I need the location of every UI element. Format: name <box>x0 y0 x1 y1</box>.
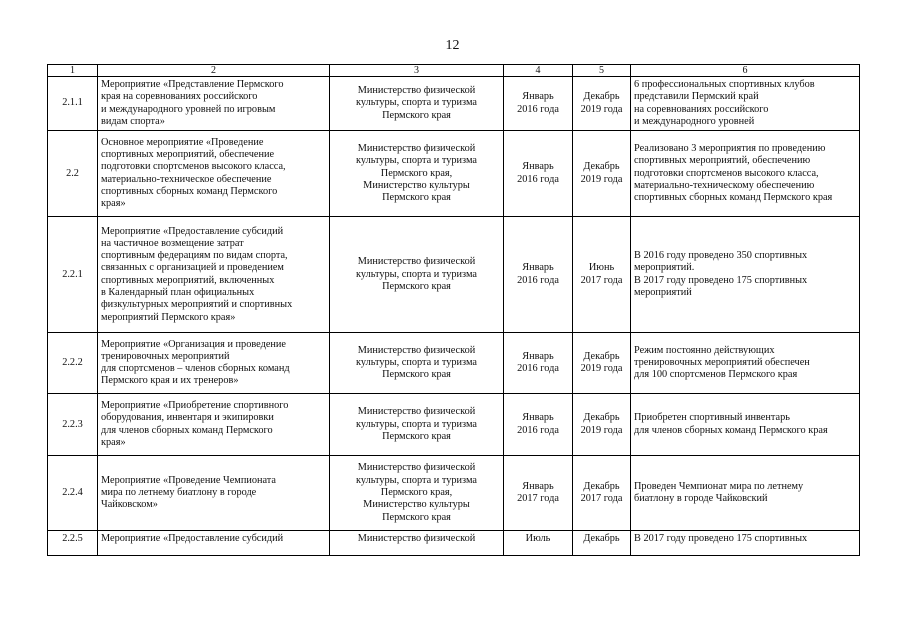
start-date-line: Январь <box>522 412 554 424</box>
table-row <box>48 333 860 394</box>
event-description-line: Чайковском» <box>101 499 158 511</box>
responsible-executor-line: культуры, спорта и туризма <box>356 474 477 486</box>
end-date-line: 2019 года <box>580 173 623 185</box>
result-description-line: Проведен Чемпионат мира по летнему <box>634 480 804 492</box>
start-date <box>504 394 573 456</box>
start-date-line: 2016 года <box>517 274 559 286</box>
responsible-executor <box>330 456 504 531</box>
responsible-executor-line: Министерство физической <box>357 462 476 474</box>
responsible-executor-line: Пермского края <box>382 430 451 442</box>
event-description-line: видам спорта» <box>101 115 165 127</box>
end-date <box>573 456 631 531</box>
event-description-line: Мероприятие «Проведение Чемпионата <box>101 474 276 486</box>
end-date-line: Декабрь <box>583 533 620 545</box>
row-number: 2.2 <box>48 131 98 217</box>
responsible-executor-line: Пермского края <box>382 511 451 523</box>
start-date <box>504 456 573 531</box>
result-description-line: 6 профессиональных спортивных клубов <box>634 79 815 90</box>
start-date-line: 2017 года <box>517 493 559 505</box>
start-date-line: Январь <box>522 262 554 274</box>
event-description <box>98 333 330 394</box>
start-date-line: 2016 года <box>517 173 559 185</box>
result-description-line: В 2017 году проведено 175 спортивных <box>634 533 808 545</box>
end-date <box>573 131 631 217</box>
end-date <box>573 333 631 394</box>
event-description-line: спортивных сборных команд Пермского <box>101 185 278 197</box>
responsible-executor-line: Пермского края <box>382 369 451 381</box>
result-description <box>631 456 860 531</box>
end-date <box>573 394 631 456</box>
end-date-line: 2019 года <box>580 424 623 436</box>
end-date-line: 2017 года <box>580 274 623 286</box>
end-date-line: 2019 года <box>580 363 623 375</box>
table-row <box>48 394 860 456</box>
responsible-executor-line: Министерство культуры <box>363 499 470 511</box>
result-description-line: подготовки спортсменов высокого класса, <box>634 167 819 179</box>
events-table <box>47 64 860 556</box>
end-date-line: Декабрь <box>583 480 620 492</box>
row-number: 2.2.5 <box>48 531 98 556</box>
event-description-line: в Календарный план официальных <box>101 286 255 298</box>
row-number: 2.2.3 <box>48 394 98 456</box>
column-header: 3 <box>330 65 504 77</box>
row-number: 2.1.1 <box>48 77 98 131</box>
result-description <box>631 531 860 556</box>
result-description-line: В 2017 году проведено 175 спортивных <box>634 274 808 286</box>
end-date <box>573 217 631 333</box>
start-date <box>504 217 573 333</box>
result-description-line: и международного уровней <box>634 115 755 127</box>
event-description-line: для спортсменов – членов сборных команд <box>101 363 290 375</box>
responsible-executor-line: Пермского края <box>382 109 451 121</box>
start-date-line: 2016 года <box>517 424 559 436</box>
responsible-executor <box>330 131 504 217</box>
result-description-line: Реализовано 3 мероприятия по проведению <box>634 142 826 154</box>
responsible-executor-line: культуры, спорта и туризма <box>356 268 477 280</box>
responsible-executor-line: Министерство физической <box>357 344 476 356</box>
start-date-line: Январь <box>522 91 554 103</box>
event-description-line: спортивных мероприятий, включенных <box>101 274 275 286</box>
result-description-line: тренировочных мероприятий обеспечен <box>634 357 810 369</box>
event-description-line: оборудования, инвентаря и экипировки <box>101 412 274 424</box>
table-row <box>48 131 860 217</box>
event-description-line: Мероприятие «Предоставление субсидий <box>101 533 284 545</box>
start-date-line: 2016 года <box>517 103 559 115</box>
row-number: 2.2.1 <box>48 217 98 333</box>
event-description-line: края» <box>101 198 126 210</box>
event-description-line: мероприятий Пермского края» <box>101 311 236 323</box>
result-description <box>631 333 860 394</box>
start-date <box>504 333 573 394</box>
row-number: 2.2.4 <box>48 456 98 531</box>
event-description <box>98 456 330 531</box>
end-date-line: Декабрь <box>583 161 620 173</box>
event-description-line: Мероприятие «Предоставление субсидий <box>101 225 284 237</box>
event-description-line: на частичное возмещение затрат <box>101 237 244 249</box>
result-description <box>631 394 860 456</box>
result-description <box>631 77 860 131</box>
result-description <box>631 217 860 333</box>
end-date-line: Июнь <box>588 262 615 274</box>
event-description-line: связанных с организацией и проведением <box>101 262 284 274</box>
event-description-line: для членов сборных команд Пермского <box>101 424 273 436</box>
end-date-line: 2017 года <box>580 493 623 505</box>
result-description-line: представили Пермский край <box>634 91 759 103</box>
event-description-line: Пермского края и их тренеров» <box>101 375 239 387</box>
result-description <box>631 131 860 217</box>
event-description-line: края на соревнованиях российского <box>101 91 258 103</box>
responsible-executor-line: Министерство культуры <box>363 179 470 191</box>
event-description-line: и международного уровней по игровым <box>101 103 276 115</box>
result-description-line: для 100 спортсменов Пермского края <box>634 369 798 381</box>
result-description-line: биатлону в городе Чайковский <box>634 493 768 505</box>
event-description-line: спортивных мероприятий, обеспечение <box>101 149 275 161</box>
responsible-executor-line: Министерство физической <box>357 406 476 418</box>
event-description <box>98 394 330 456</box>
responsible-executor-line: Пермского края, <box>380 167 453 179</box>
responsible-executor-line: Министерство физической <box>357 256 476 268</box>
end-date <box>573 77 631 131</box>
page-number: 12 <box>445 38 460 53</box>
event-description <box>98 531 330 556</box>
start-date-line: Январь <box>522 350 554 362</box>
event-description-line: материально-техническое обеспечение <box>101 173 272 185</box>
responsible-executor-line: культуры, спорта и туризма <box>356 97 477 109</box>
event-description-line: физкультурных мероприятий и спортивных <box>101 299 293 311</box>
event-description-line: края» <box>101 436 126 448</box>
result-description-line: мероприятий <box>634 286 692 298</box>
event-description-line: спортивным федерациям по видам спорта, <box>101 250 288 262</box>
result-description-line: спортивных мероприятий, обеспечению <box>634 155 811 167</box>
event-description <box>98 131 330 217</box>
event-description-line: тренировочных мероприятий <box>101 350 230 362</box>
row-number: 2.2.2 <box>48 333 98 394</box>
column-header: 6 <box>631 65 860 77</box>
column-number-row <box>48 65 860 77</box>
table-row <box>48 531 860 556</box>
responsible-executor-line: культуры, спорта и туризма <box>356 155 477 167</box>
column-header: 2 <box>98 65 330 77</box>
table-row <box>48 77 860 131</box>
end-date-line: Декабрь <box>583 350 620 362</box>
responsible-executor <box>330 394 504 456</box>
responsible-executor <box>330 77 504 131</box>
responsible-executor-line: Министерство физической <box>357 533 476 545</box>
start-date-line: Январь <box>522 480 554 492</box>
result-description-line: Режим постоянно действующих <box>634 344 775 356</box>
responsible-executor <box>330 333 504 394</box>
result-description-line: на соревнованиях российского <box>634 103 769 115</box>
result-description-line: материально-техническому обеспечению <box>634 179 815 191</box>
responsible-executor <box>330 531 504 556</box>
responsible-executor-line: Пермского края <box>382 192 451 204</box>
end-date-line: Декабрь <box>583 412 620 424</box>
responsible-executor-line: Пермского края, <box>380 487 453 499</box>
result-description-line: Приобретен спортивный инвентарь <box>634 412 790 424</box>
result-description-line: для членов сборных команд Пермского края <box>634 424 828 436</box>
responsible-executor-line: Пермского края <box>382 280 451 292</box>
start-date <box>504 531 573 556</box>
event-description-line: Мероприятие «Представление Пермского <box>101 79 284 90</box>
start-date <box>504 131 573 217</box>
column-header: 1 <box>48 65 98 77</box>
start-date-line: 2016 года <box>517 363 559 375</box>
responsible-executor-line: Министерство физической <box>357 85 476 97</box>
start-date-line: Июль <box>525 533 551 545</box>
event-description-line: подготовки спортсменов высокого класса, <box>101 161 286 173</box>
responsible-executor-line: культуры, спорта и туризма <box>356 357 477 369</box>
table-row <box>48 456 860 531</box>
end-date-line: Декабрь <box>583 91 620 103</box>
event-description-line: Основное мероприятие «Проведение <box>101 136 264 148</box>
column-header: 5 <box>573 65 631 77</box>
result-description-line: спортивных сборных команд Пермского края <box>634 192 833 204</box>
responsible-executor-line: Министерство физической <box>357 142 476 154</box>
event-description-line: Мероприятие «Приобретение спортивного <box>101 400 289 412</box>
table-row <box>48 217 860 333</box>
event-description <box>98 217 330 333</box>
end-date-line: 2019 года <box>580 103 623 115</box>
result-description-line: мероприятий. <box>634 262 695 274</box>
start-date-line: Январь <box>522 161 554 173</box>
event-description-line: мира по летнему биатлону в городе <box>101 487 257 499</box>
result-description-line: В 2016 году проведено 350 спортивных <box>634 250 808 262</box>
end-date <box>573 531 631 556</box>
column-header: 4 <box>504 65 573 77</box>
event-description-line: Мероприятие «Организация и проведение <box>101 338 286 350</box>
responsible-executor <box>330 217 504 333</box>
start-date <box>504 77 573 131</box>
event-description <box>98 77 330 131</box>
responsible-executor-line: культуры, спорта и туризма <box>356 418 477 430</box>
